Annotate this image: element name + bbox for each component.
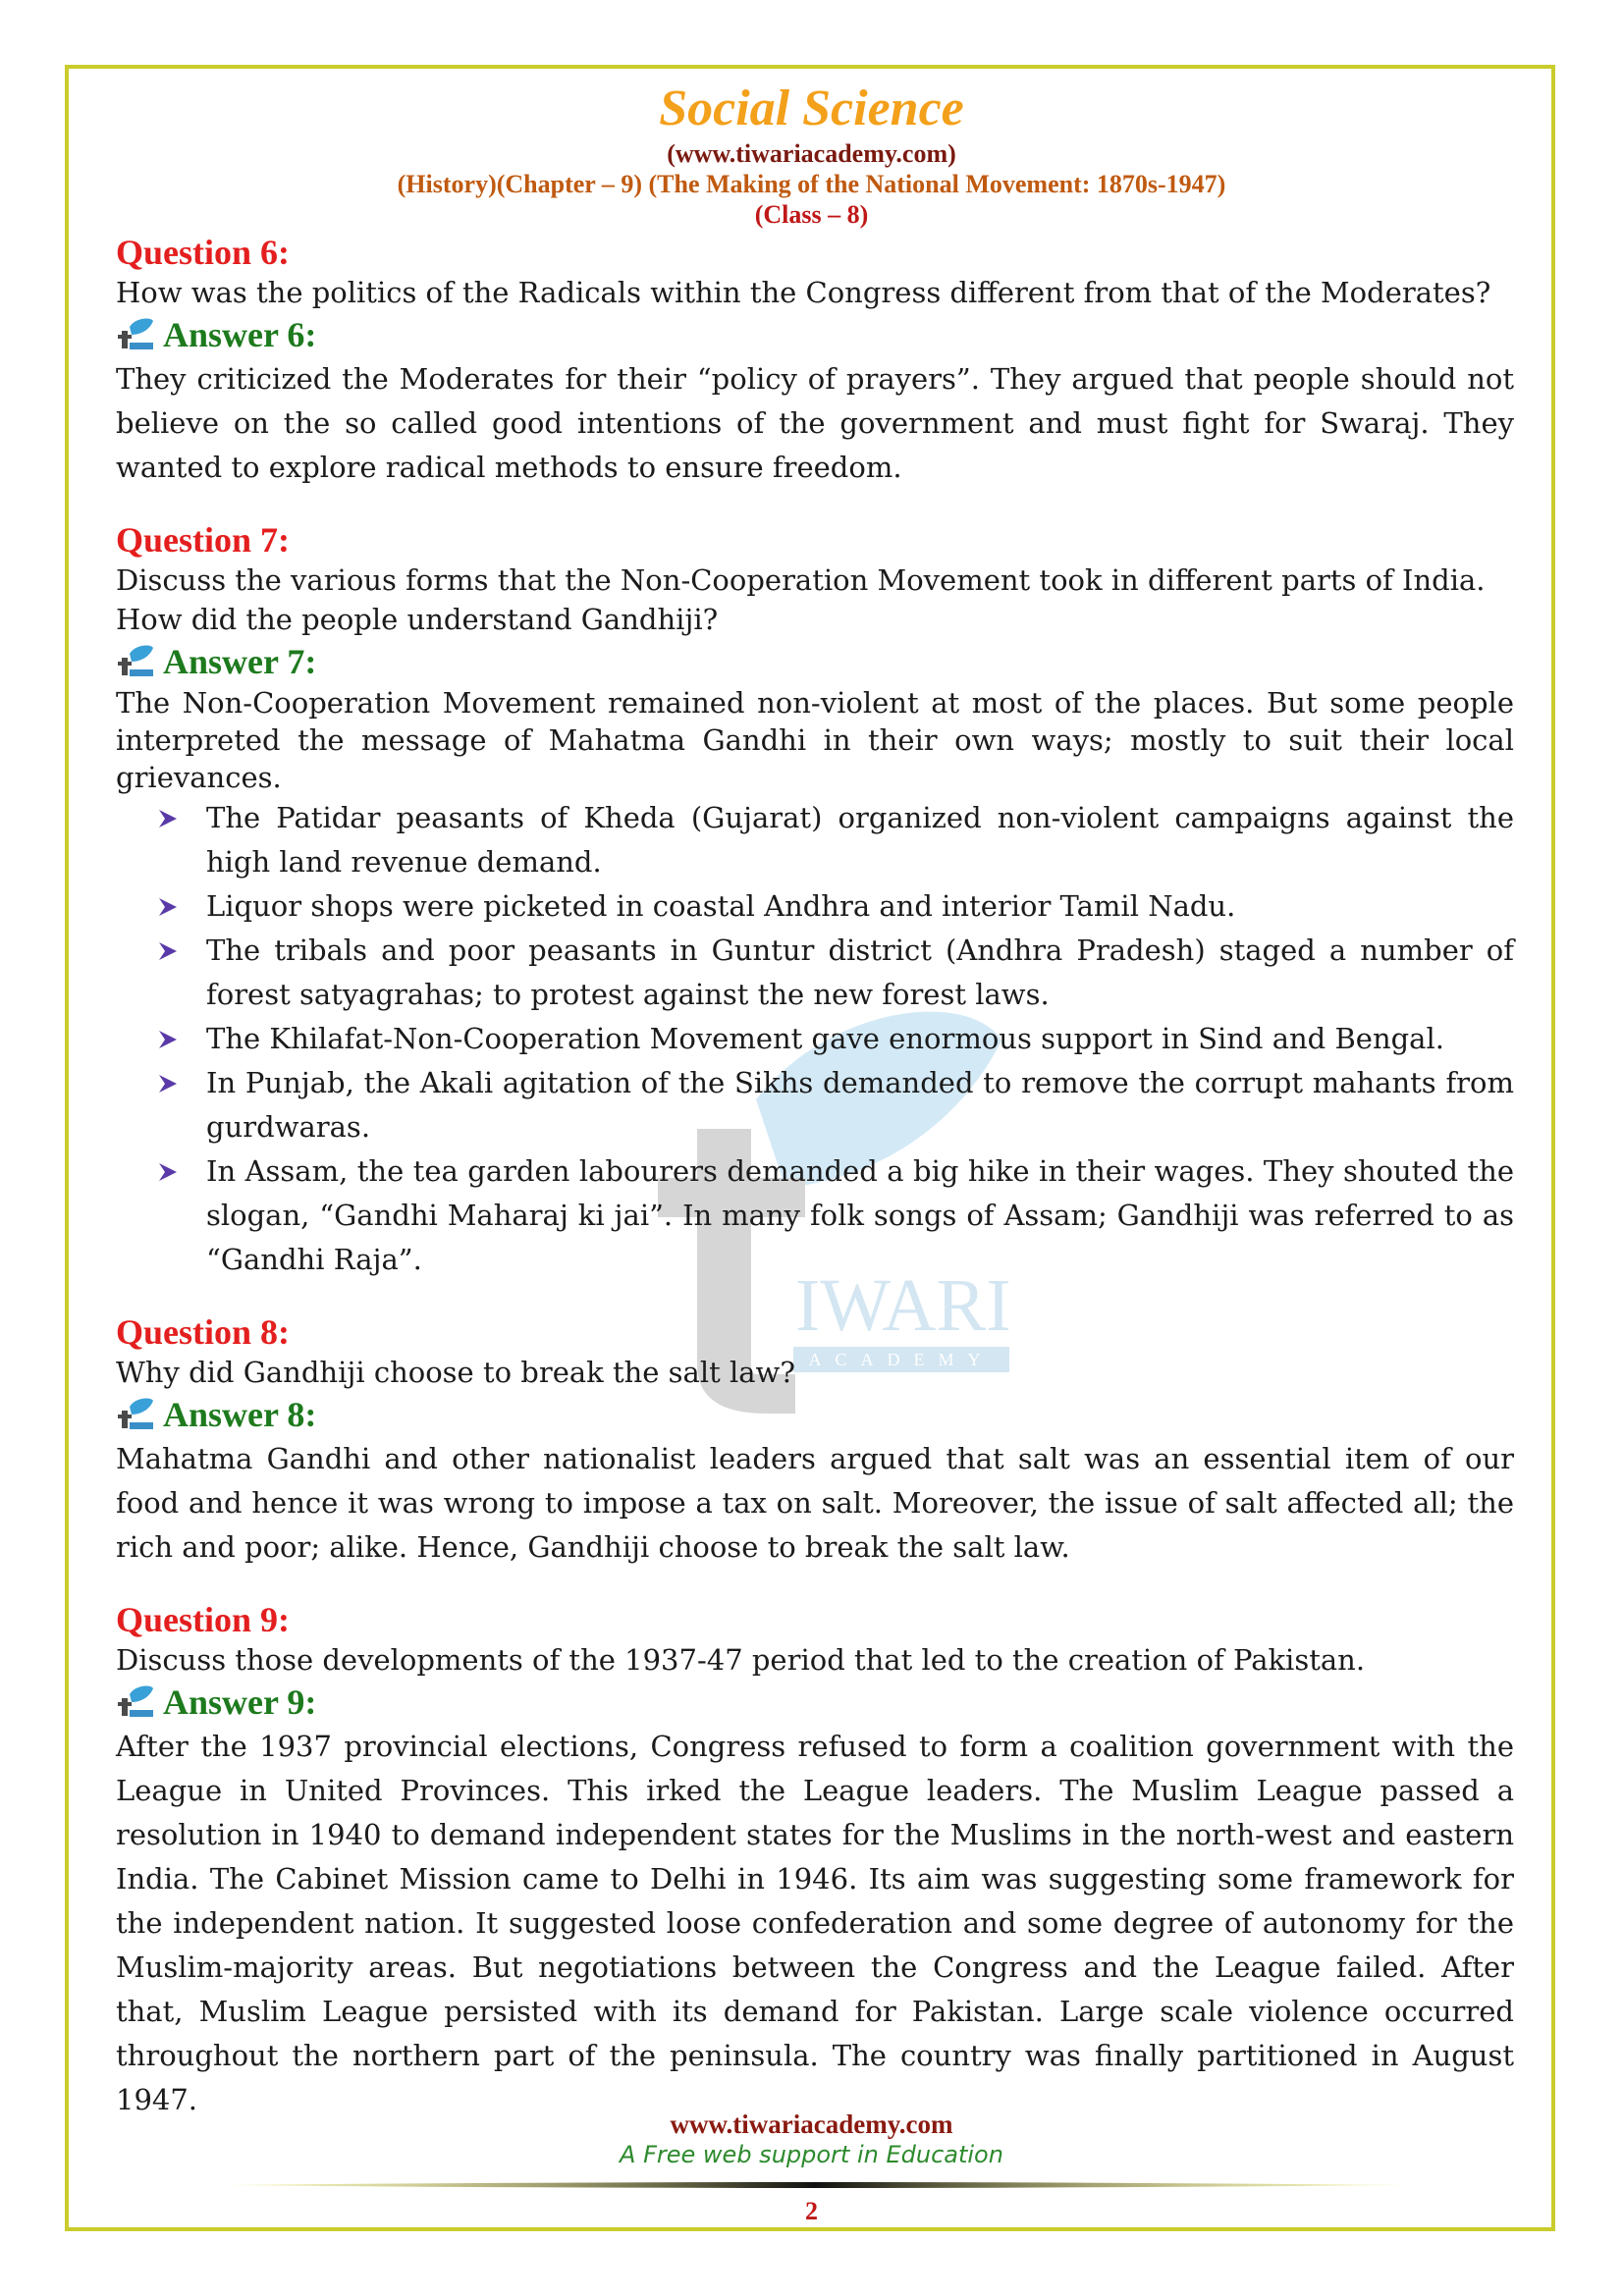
arrow-bullet-icon (157, 940, 179, 962)
qa-block (116, 1311, 1514, 1570)
watermark-subtext: ACADEMY (808, 1350, 995, 1369)
list-item (206, 796, 1514, 884)
list-item (206, 1149, 1514, 1282)
header-site: (www.tiwariacademy.com) (667, 139, 956, 168)
bullet-text: Liquor shops were picketed in coastal Andhra and interior Tamil Nadu. (206, 889, 1236, 923)
answer-text: They criticized the Moderates for their “policy of prayers”. They argued that people should not believe on the so called good intentions of the government and must fight for Swaraj. They wanted to explore radical methods to ensure freedom. (116, 362, 1514, 484)
answer-text: Mahatma Gandhi and other nationalist leaders argued that salt was an essential item of our food and hence it was wrong to impose a tax on salt. Moreover, the issue of salt affected all; the rich and poor; alike. Hence, Gandhiji choose to break the salt law. (116, 1442, 1514, 1564)
footer-site-link[interactable]: www.tiwariacademy.com (670, 2109, 953, 2139)
answer-text: The Non-Cooperation Movement remained non-violent at most of the places. But some people interpreted the message of Mahatma Gandhi in their own ways; mostly to suit their local grievances. (116, 686, 1514, 794)
footer-tagline: A Free web support in Education (620, 2141, 1003, 2168)
question-label: Question 9: (116, 1600, 291, 1639)
page-header (0, 79, 1623, 230)
list-item (206, 884, 1514, 929)
tiwari-logo-icon (116, 644, 155, 679)
qa-block (116, 519, 1514, 1282)
answer-heading (116, 1392, 1514, 1437)
list-item (206, 1017, 1514, 1061)
tiwari-logo-icon (116, 317, 155, 352)
tiwari-logo-icon (116, 1397, 155, 1432)
bullet-text: The tribals and poor peasants in Guntur district (Andhra Pradesh) staged a number of forest satyagrahas; to protest against the new forest laws. (206, 934, 1514, 1011)
question-text: Why did Gandhiji choose to break the salt law? (116, 1356, 795, 1389)
bullet-list (116, 796, 1514, 1282)
qa-block (116, 1599, 1514, 2122)
question-text: How was the politics of the Radicals within the Congress different from that of the Moderates? (116, 276, 1491, 309)
list-item (206, 1061, 1514, 1149)
watermark-text: IWARI (795, 1264, 1011, 1347)
tiwari-logo-icon (116, 1684, 155, 1720)
question-label: Question 8: (116, 1312, 291, 1352)
arrow-bullet-icon (157, 1073, 179, 1095)
answer-text: After the 1937 provincial elections, Congress refused to form a coalition government with the League in United Provinces. This irked the League leaders. The Muslim League passed a resolution in 1940 to demand independent states for the Muslims in the north-west and eastern India. The Cabinet Mission came to Delhi in 1946. Its aim was suggesting some framework for the independent nation. It suggested loose confederation and some degree of autonomy for the Muslim-majority areas. But negotiations between the Congress and the League failed. After that, Muslim League persisted with its demand for Pakistan. Large scale violence occurred throughout the northern part of the peninsula. The country was finally partitioned in August 1947. (116, 1730, 1514, 2116)
arrow-bullet-icon (157, 808, 179, 829)
page-title: Social Science (659, 80, 964, 136)
question-label: Question 6: (116, 233, 291, 272)
answer-label: Answer 7: (163, 642, 317, 681)
arrow-bullet-icon (157, 896, 179, 918)
question-text: Discuss the various forms that the Non-Cooperation Movement took in different parts of India. How did the people understand Gandhiji? (116, 563, 1486, 636)
bullet-text: In Punjab, the Akali agitation of the Sikhs demanded to remove the corrupt mahants from gurdwaras. (206, 1066, 1514, 1144)
list-item (206, 929, 1514, 1017)
answer-heading (116, 639, 1514, 684)
chapter-heading: (History)(Chapter – 9) (The Making of the National Movement: 1870s-1947) (397, 170, 1226, 198)
arrow-bullet-icon (157, 1161, 179, 1183)
answer-heading (116, 1680, 1514, 1725)
answer-heading (116, 312, 1514, 357)
page-footer (0, 2109, 1623, 2169)
answer-label: Answer 9: (163, 1682, 317, 1722)
bullet-text: The Khilafat-Non-Cooperation Movement gave enormous support in Sind and Bengal. (206, 1022, 1444, 1055)
footer-divider (226, 2181, 1404, 2189)
bullet-text: The Patidar peasants of Kheda (Gujarat) organized non-violent campaigns against the high land revenue demand. (206, 801, 1514, 879)
question-label: Question 7: (116, 520, 291, 560)
page-number: 2 (805, 2197, 818, 2225)
qa-block (116, 232, 1514, 490)
answer-label: Answer 8: (163, 1395, 317, 1434)
class-label: (Class – 8) (754, 200, 869, 229)
question-text: Discuss those developments of the 1937-47 period that led to the creation of Pakistan. (116, 1643, 1366, 1677)
qa-content (116, 232, 1514, 2152)
answer-label: Answer 6: (163, 315, 317, 354)
bullet-text: In Assam, the tea garden labourers demanded a big hike in their wages. They shouted the slogan, “Gandhi Maharaj ki jai”. In many folk songs of Assam; Gandhiji was referred to as “Gandhi Raja”. (206, 1154, 1514, 1276)
arrow-bullet-icon (157, 1029, 179, 1050)
